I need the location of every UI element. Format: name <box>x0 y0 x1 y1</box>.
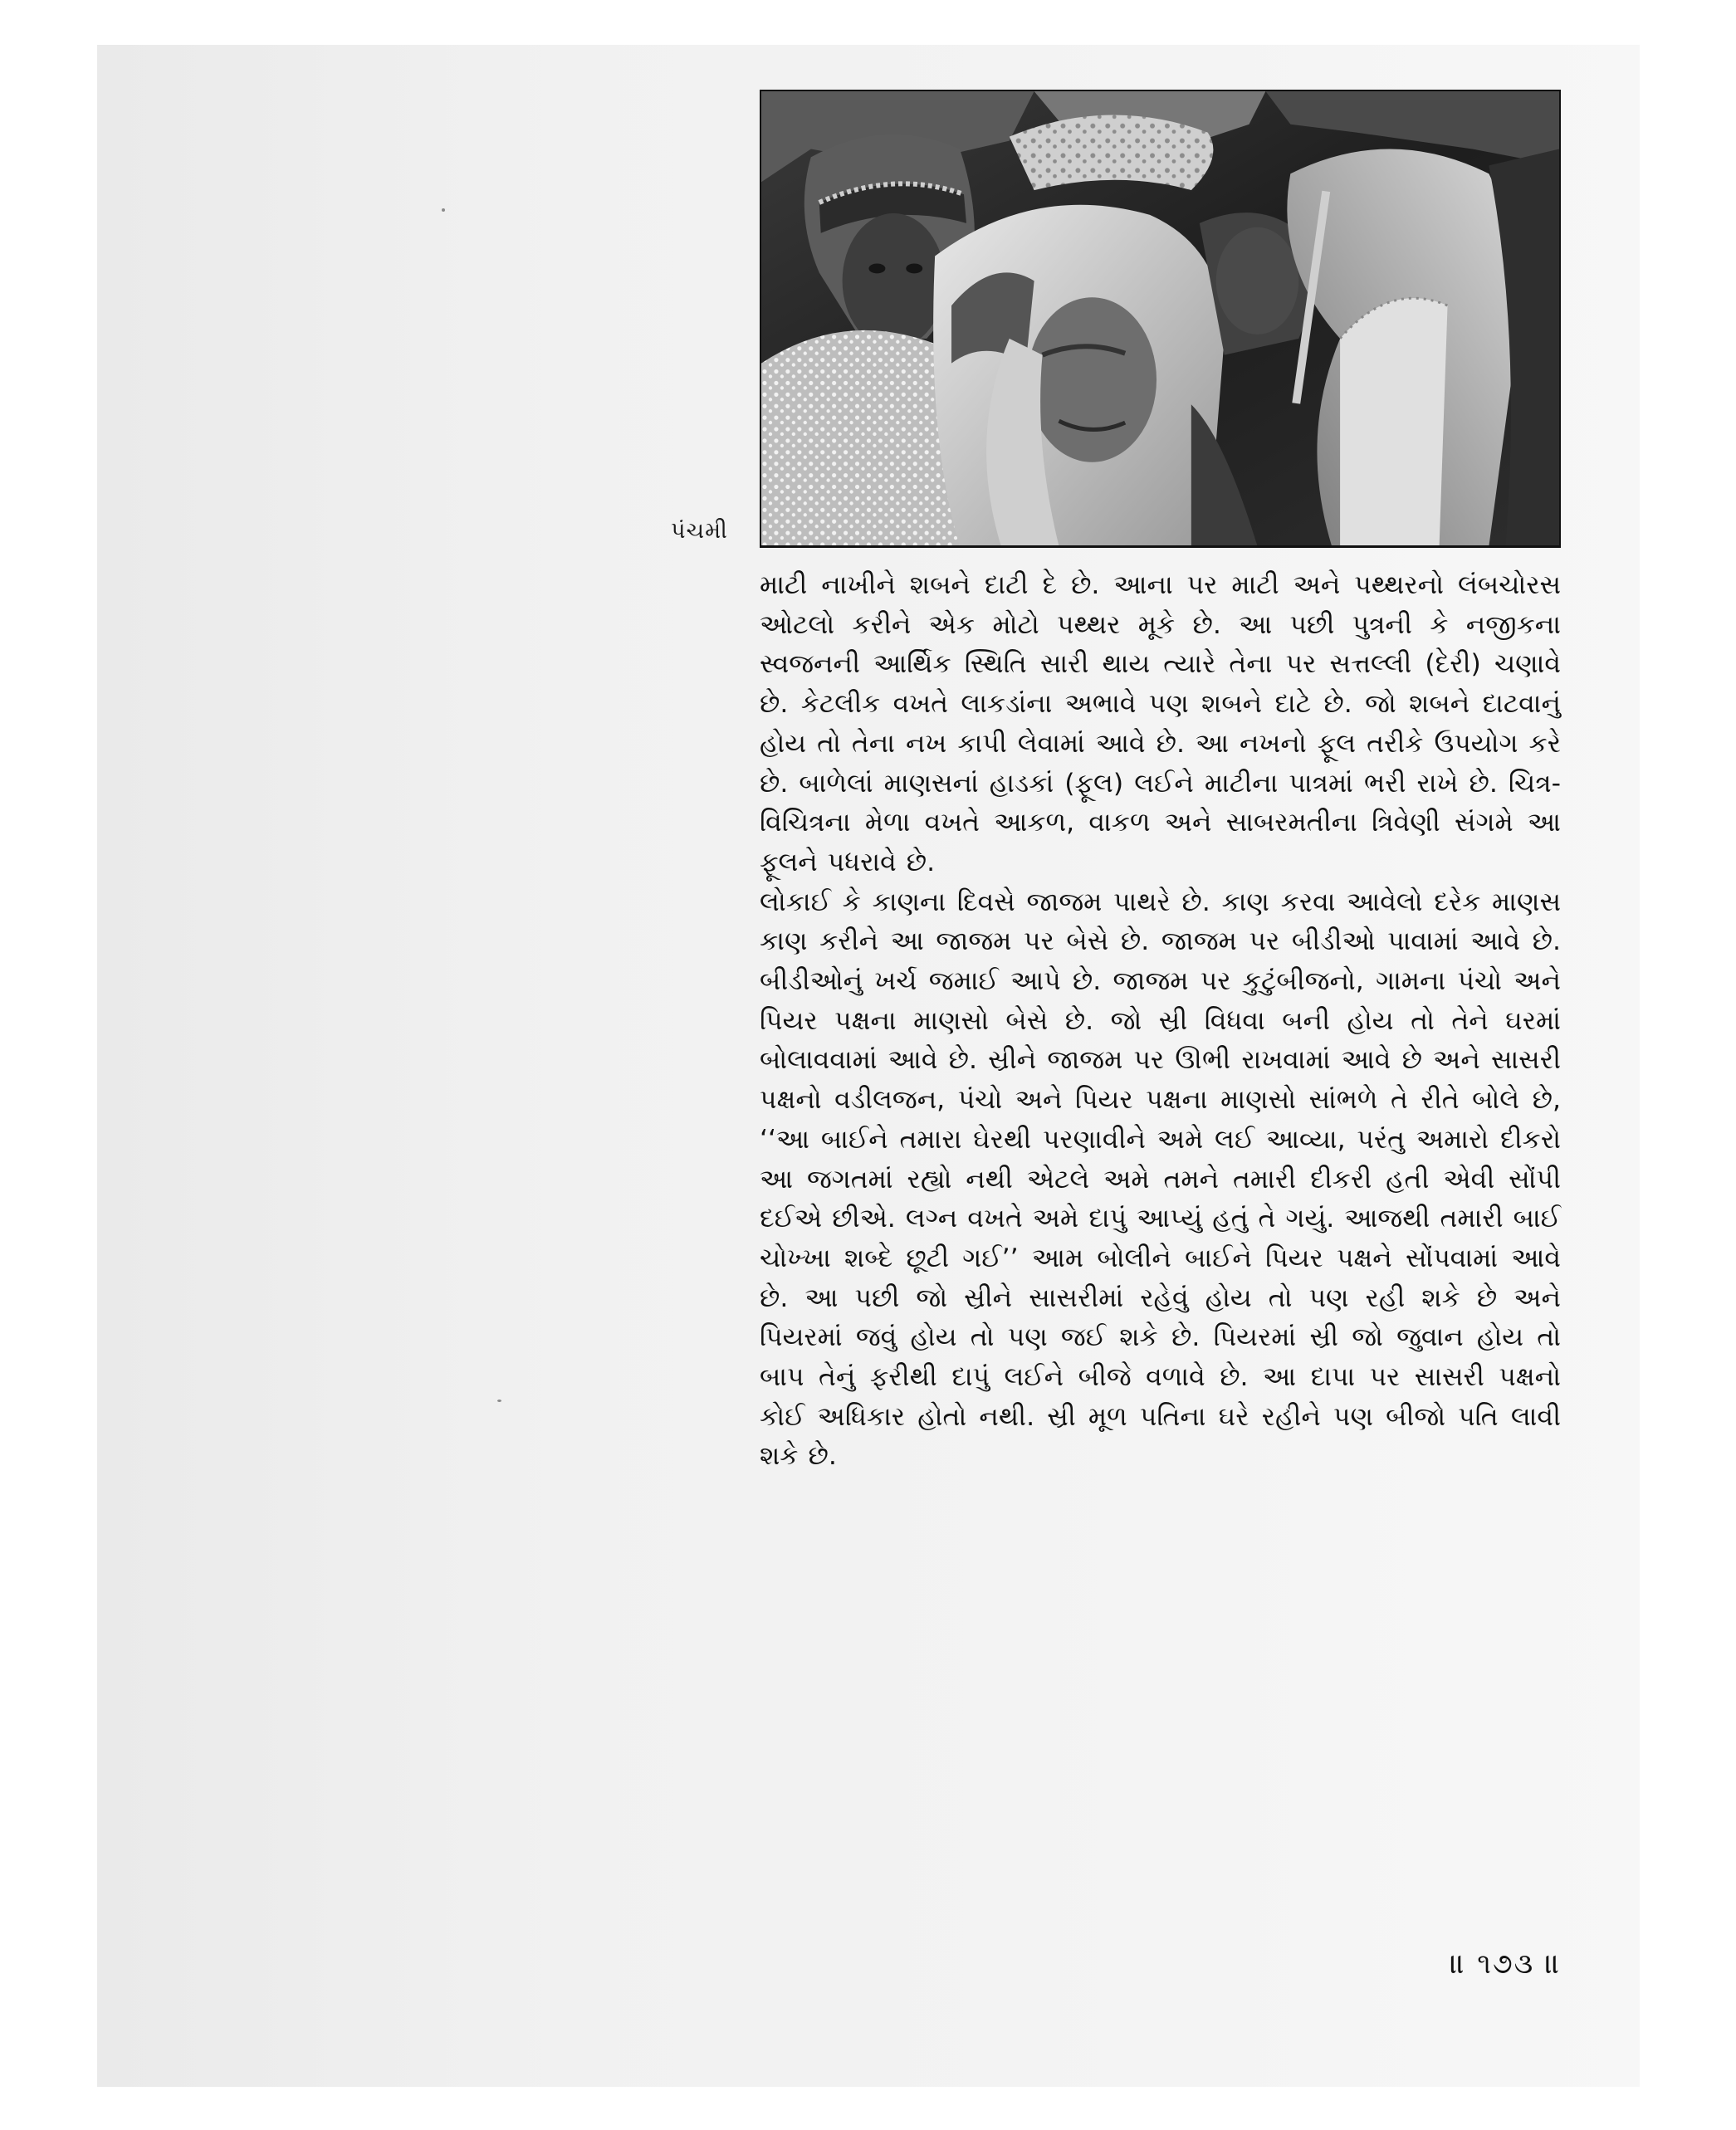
dust-speck <box>497 1400 501 1402</box>
paragraph: લોકાઈ કે કાણના દિવસે જાજમ પાથરે છે. કાણ કરવા આવેલો દરેક માણસ કાણ કરીને આ જાજમ પર બેસે છે. જાજમ પર બીડીઓ પાવામાં આવે છે. બીડીઓનું ખર્ચ જમાઈ આપે છે. જાજમ પર કુટુંબીજનો, ગામના પંચો અને પિયર પક્ષના માણસો બેસે છે. જો સ્રી વિધવા બની હોય તો તેને ઘરમાં બોલાવવામાં આવે છે. સ્રીને જાજમ પર ઊભી રાખવામાં આવે છે અને સાસરી પક્ષનો વડીલજન, પંચો અને પિયર પક્ષના માણસો સાંભળે તે રીતે બોલે છે, ‘‘આ બાઈને તમારા ઘેરથી પરણાવીને અમે લઈ આવ્યા, પરંતુ અમારો દીકરો આ જગતમાં રહ્યો નથી એટલે અમે તમને તમારી દીકરી હતી એવી સોંપી દઈએ છીએ. લગ્ન વખતે અમે દાપું આપ્યું હતું તે ગયું. આજથી તમારી બાઈ ચોખ્ખા શબ્દે છૂટી ગઈ’’ આમ બોલીને બાઈને પિયર પક્ષને સોંપવામાં આવે છે. આ પછી જો સ્રીને સાસરીમાં રહેવું હોય તો પણ રહી શકે છે અને પિયરમાં જવું હોય તો પણ જઈ શકે છે. પિયરમાં સ્રી જો જુવાન હોય તો બાપ તેનું ફરીથી દાપું લઈને બીજે વળાવે છે. આ દાપા પર સાસરી પક્ષનો કોઈ અધિકાર હોતો નથી. સ્રી મૂળ પતિના ઘરે રહીને પણ બીજો પતિ લાવી શકે છે. <box>760 887 1561 1472</box>
book-title-label: પંચમી <box>671 518 728 544</box>
page-number: ॥ ૧૭૩ ॥ <box>1450 1947 1562 1981</box>
photo-women-in-veils <box>760 90 1561 548</box>
photo-image <box>761 91 1559 546</box>
body-text <box>760 566 1561 1477</box>
paragraph: માટી નાખીને શબને દાટી દે છે. આના પર માટી અને પથ્થરનો લંબચોરસ ઓટલો કરીને એક મોટો પથ્થર મૂકે છે. આ પછી પુત્રની કે નજીકના સ્વજનની આર્થિક સ્થિતિ સારી થાય ત્યારે તેના પર સત્તલ્લી (દેરી) ચણાવે છે. કેટલીક વખતે લાકડાંના અભાવે પણ શબને દાટે છે. જો શબને દાટવાનું હોય તો તેના નખ કાપી લેવામાં આવે છે. આ નખનો ફૂલ તરીકે ઉપયોગ કરે છે. બાળેલાં માણસનાં હાડકાં (ફૂલ) લઈને માટીના પાત્રમાં ભરી રાખે છે. ચિત્ર- વિચિત્રના મેળા વખતે આકળ, વાકળ અને સાબરમતીના ત્રિવેણી સંગમે આ ફૂલને પધરાવે છે. <box>760 570 1561 877</box>
dust-speck <box>442 208 445 212</box>
